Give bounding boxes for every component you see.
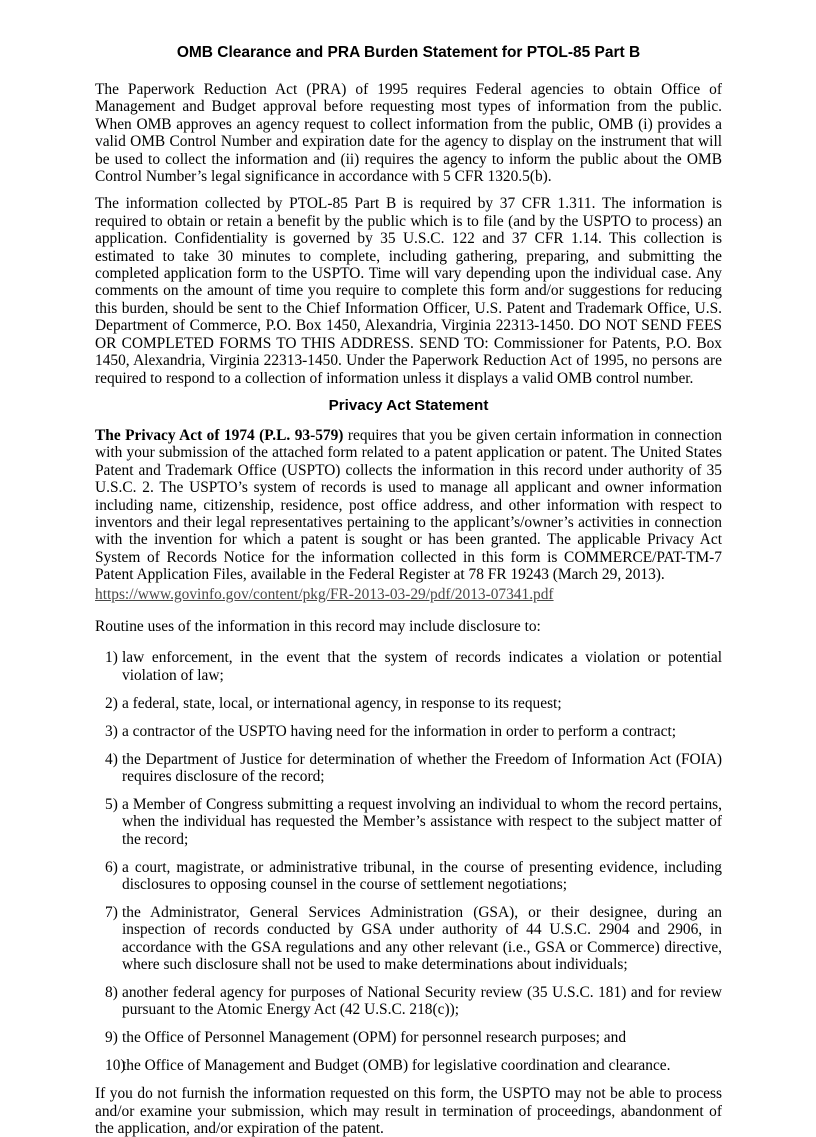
list-item-text: a federal, state, local, or international agency, in response to its request; — [122, 694, 562, 712]
list-item-text: the Department of Justice for determination of whether the Freedom of Information Act (FOIA) requires disclosure of the record; — [122, 750, 722, 785]
list-item-text: law enforcement, in the event that the system of records indicates a violation or potential violation of law; — [122, 649, 722, 684]
list-item-text: the Office of Personnel Management (OPM) for personnel research purposes; and — [122, 1029, 627, 1047]
list-item — [95, 723, 722, 740]
list-item-text: the Office of Management and Budget (OMB) for legislative coordination and clearance. — [122, 1057, 671, 1075]
list-item — [95, 751, 722, 786]
list-item-marker: 5) — [105, 795, 118, 813]
list-item-marker: 2) — [105, 694, 118, 712]
list-item-text: another federal agency for purposes of National Security review (35 U.S.C. 181) and for review pursuant to the Atomic Energy Act (42 U.S.C. 218(c)); — [122, 983, 722, 1019]
federal-register-link-line — [95, 586, 722, 603]
list-item — [95, 904, 722, 974]
routine-uses-list — [95, 649, 722, 1074]
pra-paragraph-2: The information collected by PTOL-85 Part B is required by 37 CFR 1.311. The information is required to obtain or retain a benefit by the public which is to file (and by the USPTO to process) an application. Confidentiality is governed by 35 U.S.C. 122 and 37 CFR 1.14. This collection is estimated to take 30 minutes to complete, including gathering, preparing, and submitting the completed application form to the USPTO. Time will vary depending upon the individual case. Any comments on the amount of time you require to complete this form and/or suggestions for reducing this burden, should be sent to the Chief Information Officer, U.S. Patent and Trademark Office, U.S. Department of Commerce, P.O. Box 1450, Alexandria, Virginia 22313-1450. DO NOT SEND FEES OR COMPLETED FORMS TO THIS ADDRESS. SEND TO: Commissioner for Patents, P.O. Box 1450, Alexandria, Virginia 22313-1450. Under the Paperwork Reduction Act of 1995, no persons are required to respond to a collection of information unless it displays a valid OMB control number. — [95, 195, 722, 387]
list-item-text: the Administrator, General Services Administration (GSA), or their designee, during an inspection of records conducted by GSA under authority of 44 U.S.C. 2904 and 2906, in accordance with the GSA regulations and any other relevant (i.e., GSA or Commerce) directive, where such disclosure shall not be used to make determinations about individuals; — [122, 903, 722, 974]
routine-uses-intro: Routine uses of the information in this record may include disclosure to: — [95, 617, 541, 635]
list-item-marker: 4) — [105, 750, 118, 768]
privacy-paragraph — [95, 427, 722, 584]
pra-paragraph-1: The Paperwork Reduction Act (PRA) of 1995 requires Federal agencies to obtain Office of Management and Budget approval before requesting most types of information from the public. When OMB approves an agency request to collect information from the public, OMB (i) provides a valid OMB Control Number and expiration date for the agency to display on the instrument that will be used to collect the information and (ii) requires the agency to inform the public about the OMB Control Number’s legal significance in accordance with 5 CFR 1320.5(b). — [95, 81, 722, 186]
privacy-bold-lead: The Privacy Act of 1974 (P.L. 93-579) — [95, 426, 344, 444]
privacy-body-text: requires that you be given certain information in connection with your submission of the attached form related to a patent application or patent. The United States Patent and Trademark Office (USPTO) collects the information in this record under authority of 35 U.S.C. 2. The USPTO’s system of records is used to manage all applicant and owner information including name, citizenship, residence, post office address, and other information with respect to inventors and their legal representatives pertaining to the applicant’s/owner’s activities in connection with the invention for which a patent is sought or has been granted. The applicable Privacy Act System of Records Notice for the information collected in this form is COMMERCE/PAT-TM-7 Patent Application Files, available in the Federal Register at 78 FR 19243 (March 29, 2013). — [95, 426, 722, 584]
federal-register-link[interactable]: https://www.govinfo.gov/content/pkg/FR-2013-03-29/pdf/2013-07341.pdf — [95, 585, 554, 603]
list-item-marker: 1) — [105, 649, 118, 667]
list-item-marker: 6) — [105, 858, 118, 876]
closing-paragraph: If you do not furnish the information requested on this form, the USPTO may not be able to process and/or examine your submission, which may result in termination of proceedings, abandonment of the application, and/or expiration of the patent. — [95, 1085, 722, 1137]
list-item — [95, 796, 722, 848]
list-item-text: a contractor of the USPTO having need for the information in order to perform a contract; — [122, 722, 677, 740]
list-item — [95, 1057, 722, 1074]
list-item-marker: 8) — [105, 983, 118, 1001]
list-item-text: a Member of Congress submitting a request involving an individual to whom the record pertains, when the individual has requested the Member’s assistance with respect to the subject matter of the record; — [122, 795, 722, 848]
page-title: OMB Clearance and PRA Burden Statement for PTOL-85 Part B — [176, 44, 641, 61]
list-item — [95, 1029, 722, 1046]
list-item — [95, 859, 722, 894]
list-item — [95, 984, 722, 1019]
privacy-act-heading: Privacy Act Statement — [328, 396, 489, 414]
list-item — [95, 649, 722, 684]
list-item-text: a court, magistrate, or administrative tribunal, in the course of presenting evidence, including disclosures to opposing counsel in the course of settlement negotiations; — [122, 858, 722, 893]
list-item-marker: 9) — [105, 1029, 118, 1047]
list-item-marker: 10) — [105, 1057, 126, 1075]
list-item-marker: 7) — [105, 903, 118, 921]
list-item — [95, 695, 722, 712]
list-item-marker: 3) — [105, 722, 118, 740]
